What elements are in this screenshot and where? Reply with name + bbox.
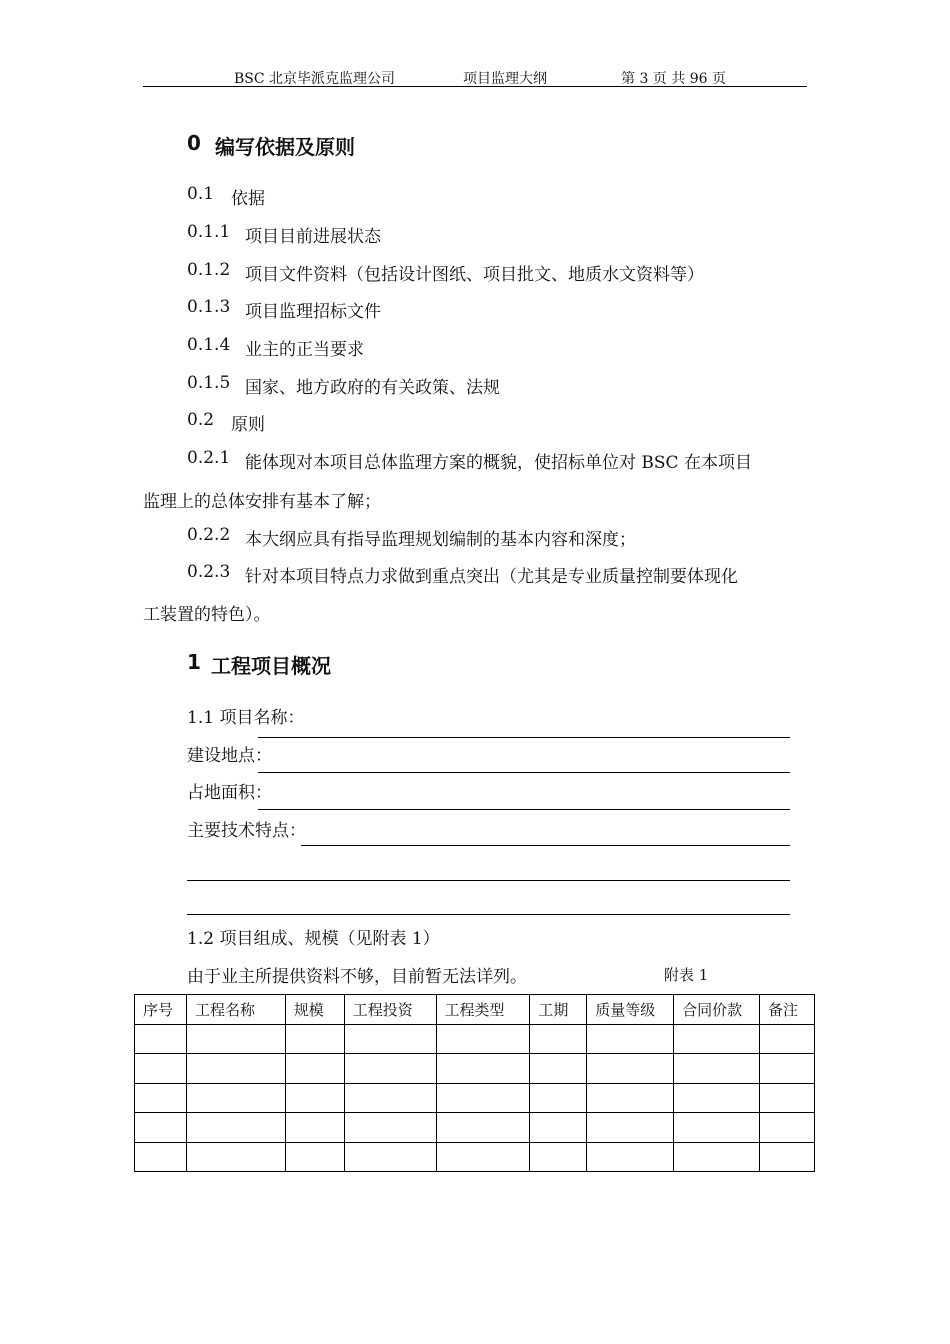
table-cell (530, 1113, 587, 1143)
table-cell (285, 1142, 344, 1172)
principle-item-number: 0.2.3 (187, 562, 231, 582)
table-cell (674, 1142, 760, 1172)
basis-item-number: 0.1.2 (187, 260, 231, 280)
table-cell (587, 1083, 674, 1113)
basis-item-text: 项目监理招标文件 (245, 302, 381, 322)
data-note: 由于业主所提供资料不够，目前暂无法详列。 (187, 967, 527, 987)
basis-item-text: 项目文件资料（包括设计图纸、项目批文、地质水文资料等） (245, 265, 704, 285)
table-cell (530, 1054, 587, 1084)
table-cell (674, 1113, 760, 1143)
composition-text: 1.2 项目组成、规模（见附表 1） (187, 929, 440, 949)
table-header-cell: 质量等级 (587, 995, 674, 1025)
table-header-row (135, 995, 815, 1025)
principle-item-text: 针对本项目特点力求做到重点突出（尤其是专业质量控制要体现化 (245, 567, 738, 587)
table-cell (186, 1083, 285, 1113)
table-header-cell: 备注 (760, 995, 815, 1025)
table-cell (344, 1142, 436, 1172)
table-cell (285, 1024, 344, 1054)
basis-label: 依据 (231, 189, 265, 209)
table-cell (135, 1054, 187, 1084)
table-cell (186, 1024, 285, 1054)
principle-item-text-cont: 监理上的总体安排有基本了解； (143, 492, 381, 512)
basis-item-number: 0.1.5 (187, 373, 231, 393)
basis-item-text: 项目目前进展状态 (245, 227, 381, 247)
project-name-label: 1.1 项目名称： (187, 708, 305, 728)
principle-label: 原则 (231, 415, 265, 435)
basis-item-text: 业主的正当要求 (245, 340, 364, 360)
table-cell (135, 1113, 187, 1143)
table-cell (587, 1024, 674, 1054)
table-cell (285, 1054, 344, 1084)
table-header-cell: 序号 (135, 995, 187, 1025)
principle-item-text: 本大纲应具有指导监理规划编制的基本内容和深度； (245, 530, 636, 550)
table-cell (760, 1083, 815, 1113)
table-header-cell: 规模 (285, 995, 344, 1025)
section0-heading-number: 0 (187, 131, 201, 155)
table-cell (285, 1083, 344, 1113)
table-cell (587, 1142, 674, 1172)
site-label: 建设地点： (187, 746, 272, 766)
basis-item-number: 0.1.3 (187, 297, 231, 317)
table-cell (436, 1113, 530, 1143)
table-cell (344, 1083, 436, 1113)
principle-number: 0.2 (187, 410, 215, 430)
principle-item-text-cont: 工装置的特色）。 (143, 605, 271, 625)
table-cell (436, 1024, 530, 1054)
table-row (135, 1054, 815, 1084)
tech-features-underline (187, 880, 790, 881)
table-label: 附表 1 (664, 966, 709, 984)
table-row (135, 1113, 815, 1143)
table-cell (760, 1024, 815, 1054)
header-rule (143, 86, 807, 87)
table-row (135, 1083, 815, 1113)
table-cell (344, 1113, 436, 1143)
tech-features-underline (187, 914, 790, 915)
table-header-cell: 工期 (530, 995, 587, 1025)
area-underline (258, 809, 790, 810)
section1-heading-number: 1 (187, 650, 201, 674)
tech-features-underline (301, 845, 790, 846)
project-composition-table (134, 994, 815, 1172)
table-cell (674, 1024, 760, 1054)
project-name-underline (258, 737, 790, 738)
table-cell (530, 1083, 587, 1113)
table-row (135, 1024, 815, 1054)
table-cell (530, 1024, 587, 1054)
header-page-info: 第 3 页 共 96 页 (621, 71, 726, 87)
table-cell (760, 1054, 815, 1084)
table-cell (530, 1142, 587, 1172)
table-cell (760, 1113, 815, 1143)
tech-features-label: 主要技术特点： (187, 821, 306, 841)
table-cell (344, 1024, 436, 1054)
principle-item-text: 能体现对本项目总体监理方案的概貌，使招标单位对 BSC 在本项目 (245, 453, 752, 473)
principle-item-number: 0.2.1 (187, 448, 231, 468)
section1-heading: 工程项目概况 (211, 654, 331, 678)
header-doc-title: 项目监理大纲 (463, 71, 547, 87)
table-cell (587, 1054, 674, 1084)
basis-item-number: 0.1.4 (187, 335, 231, 355)
table-cell (674, 1083, 760, 1113)
table-cell (436, 1142, 530, 1172)
table-cell (186, 1054, 285, 1084)
table-header-cell: 工程投资 (344, 995, 436, 1025)
table-cell (436, 1083, 530, 1113)
header-company: BSC 北京毕派克监理公司 (234, 71, 396, 87)
basis-item-text: 国家、地方政府的有关政策、法规 (245, 378, 500, 398)
table-header-cell: 工程类型 (436, 995, 530, 1025)
table-cell (186, 1113, 285, 1143)
table-cell (285, 1113, 344, 1143)
area-label: 占地面积： (187, 783, 272, 803)
table-cell (186, 1142, 285, 1172)
site-underline (258, 772, 790, 773)
table-cell (436, 1054, 530, 1084)
table-cell (674, 1054, 760, 1084)
table-cell (135, 1083, 187, 1113)
table-cell (344, 1054, 436, 1084)
principle-item-number: 0.2.2 (187, 525, 231, 545)
table-header-cell: 工程名称 (186, 995, 285, 1025)
section0-heading: 编写依据及原则 (215, 135, 355, 159)
table-cell (587, 1113, 674, 1143)
table-header-cell: 合同价款 (674, 995, 760, 1025)
basis-item-number: 0.1.1 (187, 222, 231, 242)
table-cell (135, 1024, 187, 1054)
basis-number: 0.1 (187, 184, 215, 204)
table-cell (135, 1142, 187, 1172)
table-cell (760, 1142, 815, 1172)
table-row (135, 1142, 815, 1172)
